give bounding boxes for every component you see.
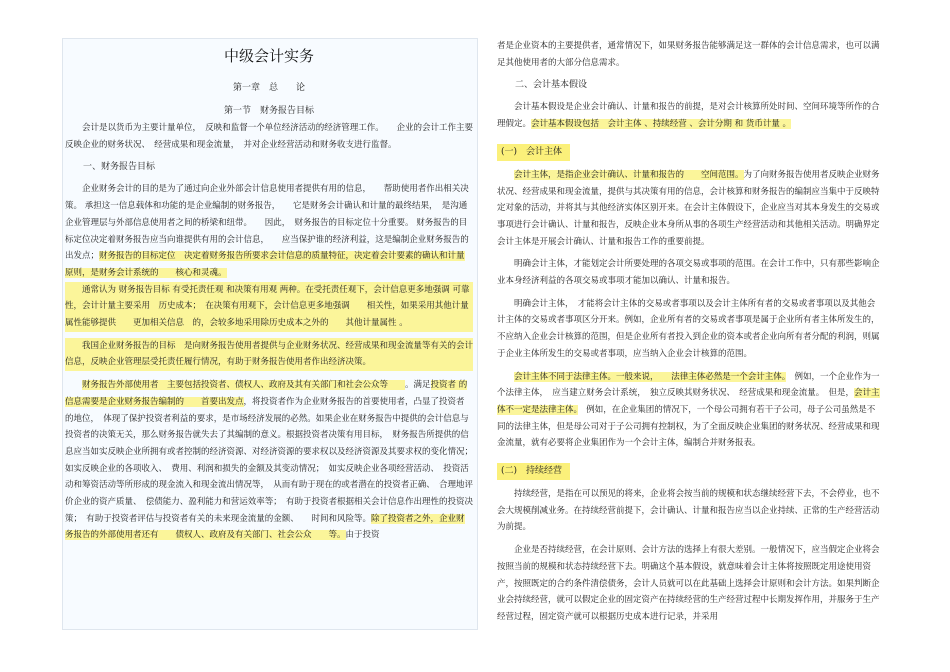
- objective-text: 企业财务会计的目的是为了通过向企业外部会计信息使用者提供有用的信息， 帮助使用者作出相关决策。 承担这一信息载体和功能的是企业编制的财务报告， 它是财务会计确认和计量的最终结果， 是沟通企业管理层与外部信息使用者之间的桥梁和纽带。 因此， 财务报告的目标定位十分重要。 财务报告的目标定位决定着财务报告应当向谁提供有用的会计信息， 应当保护谁的经济利益，这是编制企业财务报告的出发点；: [65, 184, 469, 262]
- highlight-investor: 投资者 的信息需要是企业财务报告编制的 首要出发点: [65, 380, 468, 407]
- highlight-legal-entity: 会计主体不同于法律主体。一般来说， 法律主体必然是一个会计主体。: [514, 371, 787, 382]
- page-title: 中级会计实务: [223, 47, 314, 65]
- paragraph-entity-separation: 明确会计主体， 才能将会计主体的交易或者事项以及会计主体所有者的交易或者事项以及其他会计主体的交易或者事项区分开来。例如，企业所有者的交易或者事项是属于企业所有者主体所发生的，不应纳入企业会计核算的范围，但是企业所有者投入到企业的资本或者企业向所有者分配的利润，则属于企业主体所发生的交易或者事项，应当纳入企业会计核算的范围。: [497, 298, 880, 359]
- assumption-text: 会计基本假设是企业会计确认、计量和报告的前提，是对会计核算所处时间、空间环境等所作的合理假定。: [497, 102, 880, 130]
- highlight-assumption-list: 会计基本假设包括 会计主体 、持续经营 、会计分期 和 货币计量 。: [531, 119, 792, 130]
- paragraph-legal-entity: [497, 369, 883, 453]
- paragraph-assumptions: [497, 99, 883, 132]
- heading-report-objective: 一、财务报告目标: [83, 162, 156, 173]
- legal-entity-example: 例如，一个企业作为一个法律主体， 应当建立财务会计系统， 独立反映其财务状况、 经营成果和现金流量。 但是，: [497, 371, 880, 399]
- paragraph-two-views: 通常认为 财务报告目标 有受托责任观 和决策有用观 两种。在受托责任观下，会计信息更多地强调 可靠性，会计计量主要采用 历史成本； 在决策有用观下，会计信息更多地强调 相关性，如果采用其他计量属性能够提供 更加相关信息 的，会较多地采用除历史成本之外的 其他计量属性 。: [65, 282, 473, 332]
- paragraph-entity-scope: 明确会计主体，才能划定会计所要处理的各项交易或事项的范围。在会计工作中，只有那些影响企业本身经济利益的各项交易或事项才能加以确认、计量和报告。: [497, 259, 880, 287]
- intro-paragraph: 会计是以货币为主要计量单位， 反映和监督一个单位经济活动的经济管理工作。 企业的会计工作主要反映企业的财务状况、 经营成果和现金流量， 并对企业经营活动和财务收支进行监督。: [65, 123, 474, 150]
- highlight-objective-core: 财务报告的目标定位 决定着财务报告所要求会计信息的质量特征，决定着会计要素的确认和计量原则，是财务会计系统的 核心和灵魂。: [65, 251, 465, 278]
- chapter-heading: 第一章 总 论: [232, 83, 305, 93]
- paragraph-china-objective: 我国企业财务报告的目标 是向财务报告使用者提供与企业财务状况、经营成果和现金流量等有关的会计信息，反映企业管理层受托责任履行情况，有助于财务报告使用者作出经济决策。: [65, 338, 473, 371]
- group-example: 例如，在企业集团的情况下，一个母公司拥有若干子公司，母子公司虽然是不同的法律主体，但是母公司对于子公司拥有控制权，为了全面反映企业集团的财务状况、经营成果和现金流量，就有必要将企业集团作为一个会计主体，编制合并财务报表。: [497, 404, 880, 449]
- text-continue: 由于投资: [345, 530, 380, 541]
- heading-basic-assumptions: 二、会计基本假设: [515, 80, 588, 91]
- highlight-not-legal: 会计主体不一定是法律主体。: [497, 388, 880, 415]
- highlight-other-users: 除了投资者之外，企业财务报告的外部使用者还有 债权人、政府及有关部门、社会公众 等。: [65, 513, 465, 541]
- paragraph-external-users: [65, 377, 486, 544]
- highlight-users: 财务报告外部使用者 主要包括投资者、债权人、政府及其有关部门和社会公众等: [82, 380, 406, 391]
- text-satisfy: 。满足: [405, 380, 431, 391]
- right-page: [497, 38, 887, 622]
- highlight-entity-definition: 会计主体，是指企业会计确认、计量和报告的 空间范围。: [514, 169, 744, 180]
- paragraph-going-concern: 持续经营，是指在可以预见的将来，企业将会按当前的规模和状态继续经营下去，不会停业，也不会大规模削减业务。在持续经营前提下，会计确认、计量和报告应当以企业持续、正常的生产经营活动为前提。: [497, 489, 880, 533]
- tag-accounting-entity: (一) 会计主体: [497, 144, 570, 161]
- section-heading: 第一节 财务报告目标: [223, 106, 314, 116]
- tag-going-concern: (二) 持续经营: [497, 463, 570, 480]
- continued-paragraph: 者是企业资本的主要提供者，通常情况下，如果财务报告能够满足这一群体的会计信息需求，也可以满足其他使用者的大部分信息需求。: [497, 41, 880, 68]
- paragraph-entity-definition: [497, 167, 883, 251]
- text-investor-detail: ，将投资者作为企业财务报告的首要使用者，凸显了投资者的地位， 体现了保护投资者利益的要求，是市场经济发展的必然。如果企业在财务报告中提供的会计信息与投资者的决策无关，那么财务报告就失去了其编制的意义。根据投资者决策有用目标， 财务报告所提供的信息应当如实反映企业所拥有或者控制的经济资源、对经济资源的要求权以及经济资源及其要求权的变化情况； 如实反映企业的各项收入、 费用、利润和损失的金额及其变动情况； 如实反映企业各项经营活动、 投资活动和筹资活动等所形成的现金流入和现金流出情况等， 从而有助于现在的或者潜在的投资者正确、 合理地评价企业的资产质量、 偿债能力、盈利能力和营运效率等； 有助于投资者根据相关会计信息作出理性的投资决策； 有助于投资者评估与投资者有关的未来现金流量的金额、 时间和风险等。: [65, 396, 486, 524]
- left-page: [62, 38, 486, 630]
- entity-detail: 为了向财务报告使用者反映企业财务状况、经营成果和现金流量，提供与其决策有用的信息，会计核算和财务报告的编制应当集中于反映特定对象的活动，并将其与其他经济实体区别开来。在会计主体假设下，企业应当对其本身发生的交易或事项进行会计确认、计量和报告，反映企业本身所从事的各项生产经营活动和其他相关活动。明确界定会计主体是开展会计确认、计量和报告工作的重要前提。: [497, 169, 880, 247]
- paragraph-objective: [65, 181, 473, 281]
- paragraph-going-concern-detail: 企业是否持续经营，在会计原则、会计方法的选择上有很大差别。一般情况下，应当假定企业将会按照当前的规模和状态持续经营下去。明确这个基本假设，就意味着会计主体将按照既定用途使用资产，按照既定的合约条件清偿债务，会计人员就可以在此基础上选择会计原则和会计方法。如果判断企业会持续经营，就可以假定企业的固定资产在持续经营的生产经营过程中长期发挥作用，并服务于生产经营过程，固定资产就可以根据历史成本进行记录，并采用: [497, 545, 880, 622]
